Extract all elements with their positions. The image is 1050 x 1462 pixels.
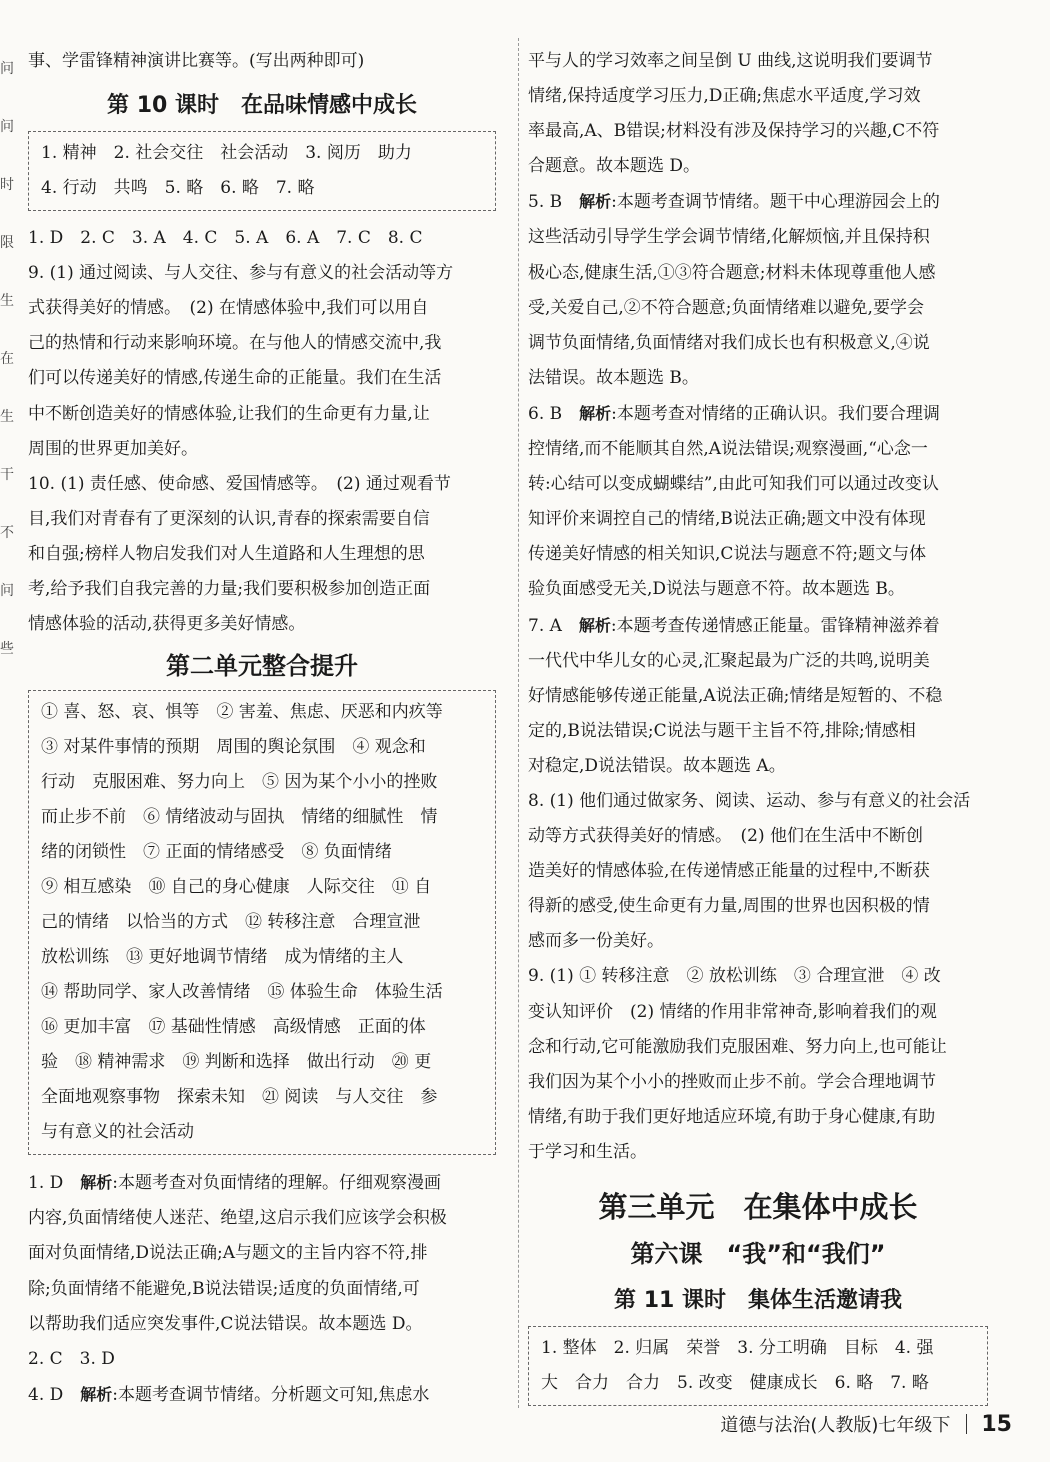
margin-char: 在 bbox=[0, 351, 14, 367]
unit2-a8 bbox=[528, 784, 988, 959]
analysis-text: :本题考查调节情绪。分析题文可知,焦虑水 bbox=[112, 1384, 430, 1405]
analysis-label: 解析 bbox=[578, 615, 611, 635]
unit2-a9 bbox=[528, 959, 988, 1170]
answer-number: 5. B bbox=[528, 192, 580, 213]
top-line: 事、学雷锋精神演讲比赛等。(写出两种即可) bbox=[28, 51, 365, 71]
unit2-title: 第二单元整合提升 bbox=[166, 652, 358, 681]
lesson11-answer-box bbox=[528, 1326, 988, 1406]
text-line: 极心态,健康生活,①③符合题意;材料未体现尊重他人感 bbox=[528, 262, 936, 283]
unit2-a4-cont bbox=[528, 44, 988, 184]
box-line: ⑨ 相互感染 ⑩ 自己的身心健康 人际交往 ⑪ 自 bbox=[41, 877, 432, 898]
margin-char: 些 bbox=[0, 641, 14, 657]
text-line: 受,关爱自己,②不符合题意;负面情绪难以避免,要学会 bbox=[528, 297, 924, 318]
text-line: 我们因为某个小小的挫败而止步不前。学会合理地调节 bbox=[528, 1071, 936, 1092]
text-line: 对稳定,D说法错误。故本题选 A。 bbox=[528, 755, 786, 776]
text-line: 10. (1) 责任感、使命感、爱国情感等。 (2) 通过观看节 bbox=[28, 473, 451, 494]
text-line: 情感体验的活动,获得更多美好情感。 bbox=[28, 614, 306, 635]
text-line: 己的热情和行动来影响环境。在与他人的情感交流中,我 bbox=[28, 333, 442, 354]
answer-number: 7. A bbox=[528, 615, 579, 636]
analysis-label: 解析 bbox=[579, 403, 612, 423]
lesson10-title: 第 10 课时 在品味情感中成长 bbox=[107, 93, 417, 119]
text-line: 式获得美好的情感。 (2) 在情感体验中,我们可以用自 bbox=[28, 298, 429, 319]
text-line: 以帮助我们适应突发事件,C说法错误。故本题选 D。 bbox=[28, 1313, 423, 1334]
lesson10-choices: 1. D 2. C 3. A 4. C 5. A 6. A 7. C 8. C bbox=[28, 228, 423, 249]
unit2-a6 bbox=[528, 396, 988, 608]
text-line: 9. (1) 通过阅读、与人交往、参与有意义的社会活动等方 bbox=[28, 263, 454, 284]
text-line: 和自强;榜样人物启发我们对人生道路和人生理想的思 bbox=[28, 543, 425, 564]
margin-char: 生 bbox=[0, 293, 14, 309]
text-line: 周围的世界更加美好。 bbox=[28, 438, 198, 459]
box-line: 大 合力 合力 5. 改变 健康成长 6. 略 7. 略 bbox=[541, 1373, 929, 1393]
analysis-label: 解析 bbox=[80, 1173, 113, 1193]
margin-char: 时 bbox=[0, 177, 14, 193]
page-number: 15 bbox=[981, 1411, 1012, 1437]
q10-answer bbox=[28, 467, 496, 642]
text-line: 一代代中华儿女的心灵,汇聚起最为广泛的共鸣,说明美 bbox=[528, 650, 930, 671]
text-line: 好情感能够传递正能量,A说法正确;情绪是短暂的、不稳 bbox=[528, 685, 943, 706]
box-line: ⑯ 更加丰富 ⑰ 基础性情感 高级情感 正面的体 bbox=[41, 1017, 426, 1038]
text-line: 们可以传递美好的情感,传递生命的正能量。我们在生活 bbox=[28, 368, 442, 389]
box-line: 1. 整体 2. 归属 荣誉 3. 分工明确 目标 4. 强 bbox=[541, 1338, 934, 1358]
analysis-text: :本题考查传递情感正能量。雷锋精神滋养着 bbox=[610, 615, 940, 636]
text-line: 法错误。故本题选 B。 bbox=[528, 367, 699, 388]
text-line: 念和行动,它可能激励我们克服困难、努力向上,也可能让 bbox=[528, 1036, 947, 1057]
page-footer bbox=[720, 1408, 1012, 1440]
left-column bbox=[28, 44, 496, 1413]
box-line: ③ 对某件事情的预期 周围的舆论氛围 ④ 观念和 bbox=[41, 737, 426, 758]
box-line: 而止步不前 ⑥ 情绪波动与固执 情绪的细腻性 情 bbox=[41, 807, 438, 828]
box-line: 行动 克服困难、努力向上 ⑤ 因为某个小小的挫败 bbox=[41, 772, 438, 793]
text-line: 情绪,保持适度学习压力,D正确;焦虑水平适度,学习效 bbox=[528, 86, 921, 107]
text-line: 这些活动引导学生学会调节情绪,化解烦恼,并且保持积 bbox=[528, 227, 930, 248]
text-line bbox=[528, 608, 988, 644]
text-line: 除;负面情绪不能避免,B说法错误;适度的负面情绪,可 bbox=[28, 1278, 420, 1299]
box-line: 4. 行动 共鸣 5. 略 6. 略 7. 略 bbox=[41, 178, 315, 199]
text-line: 于学习和生活。 bbox=[528, 1141, 647, 1162]
text-line: 定的,B说法错误;C说法与题干主旨不符,排除;情感相 bbox=[528, 720, 916, 741]
margin-strip bbox=[0, 40, 14, 1400]
text-line: 面对负面情绪,D说法正确;A与题文的主旨内容不符,排 bbox=[28, 1243, 428, 1264]
answer-number: 1. D bbox=[28, 1173, 81, 1194]
margin-char: 问 bbox=[0, 61, 14, 77]
box-line: ⑭ 帮助同学、家人改善情绪 ⑮ 体验生命 体验生活 bbox=[41, 982, 443, 1003]
right-column bbox=[528, 44, 988, 1416]
book-title: 道德与法治(人教版)七年级下 bbox=[720, 1415, 951, 1436]
unit2-a1 bbox=[28, 1165, 496, 1341]
margin-char: 生 bbox=[0, 409, 14, 425]
text-line: 调节负面情绪,负面情绪对我们成长也有积极意义,④说 bbox=[528, 332, 930, 353]
unit2-a5 bbox=[528, 184, 988, 396]
text-line: 目,我们对青春有了更深刻的认识,青春的探索需要自信 bbox=[28, 508, 430, 529]
text-line: 9. (1) ① 转移注意 ② 放松训练 ③ 合理宣泄 ④ 改 bbox=[528, 966, 941, 987]
text-line: 率最高,A、B错误;材料没有涉及保持学习的兴趣,C不符 bbox=[528, 121, 940, 142]
box-line: 己的情绪 以恰当的方式 ⑫ 转移注意 合理宣泄 bbox=[41, 912, 421, 933]
text-line: 得新的感受,使生命更有力量,周围的世界也因积极的情 bbox=[528, 896, 930, 917]
box-line: 绪的闭锁性 ⑦ 正面的情绪感受 ⑧ 负面情绪 bbox=[41, 842, 392, 863]
margin-char: 不 bbox=[0, 525, 14, 541]
text-line: 合题意。故本题选 D。 bbox=[528, 156, 701, 177]
text-line: 造美好的情感体验,在传递情感正能量的过程中,不断获 bbox=[528, 861, 930, 882]
margin-char: 限 bbox=[0, 235, 14, 251]
margin-char: 问 bbox=[0, 583, 14, 599]
unit2-a4-start bbox=[28, 1377, 496, 1413]
text-line: 转:心结可以变成蝴蝶结”,由此可知我们可以通过改变认 bbox=[528, 474, 939, 495]
text-line bbox=[528, 396, 988, 432]
analysis-text: :本题考查对情绪的正确认识。我们要合理调 bbox=[611, 403, 940, 424]
footer-divider bbox=[966, 1414, 967, 1434]
box-line: 1. 精神 2. 社会交往 社会活动 3. 阅历 助力 bbox=[41, 143, 412, 164]
analysis-text: :本题考查调节情绪。题干中心理游园会上的 bbox=[611, 192, 940, 213]
unit2-a23: 2. C 3. D bbox=[28, 1348, 115, 1369]
analysis-text: :本题考查对负面情绪的理解。仔细观察漫画 bbox=[112, 1173, 442, 1194]
text-line: 中不断创造美好的情感体验,让我们的生命更有力量,让 bbox=[28, 403, 430, 424]
text-line: 8. (1) 他们通过做家务、阅读、运动、参与有意义的社会活 bbox=[528, 790, 971, 811]
text-line: 动等方式获得美好的情感。 (2) 他们在生活中不断创 bbox=[528, 826, 923, 847]
text-line bbox=[28, 1165, 496, 1201]
text-line: 平与人的学习效率之间呈倒 U 曲线,这说明我们要调节 bbox=[528, 51, 933, 71]
analysis-label: 解析 bbox=[579, 192, 612, 212]
box-line: 放松训练 ⑬ 更好地调节情绪 成为情绪的主人 bbox=[41, 947, 404, 968]
text-line bbox=[528, 184, 988, 220]
text-line: 情绪,有助于我们更好地适应环境,有助于身心健康,有助 bbox=[528, 1106, 936, 1127]
text-line: 考,给予我们自我完善的力量;我们要积极参加创造正面 bbox=[28, 579, 431, 600]
text-line: 知评价来调控自己的情绪,B说法正确;题文中没有体现 bbox=[528, 509, 926, 530]
answer-number: 6. B bbox=[528, 403, 580, 424]
text-line: 变认知评价 (2) 情绪的作用非常神奇,影响着我们的观 bbox=[528, 1001, 937, 1022]
box-line: ① 喜、怒、哀、惧等 ② 害羞、焦虑、厌恶和内疚等 bbox=[41, 702, 443, 723]
text-line: 内容,负面情绪使人迷茫、绝望,这启示我们应该学会积极 bbox=[28, 1208, 447, 1229]
lesson10-answer-box bbox=[28, 131, 496, 211]
text-line: 控情绪,而不能顺其自然,A说法错误;观察漫画,“心念一 bbox=[528, 439, 928, 460]
text-line: 感而多一份美好。 bbox=[528, 931, 664, 952]
margin-char: 干 bbox=[0, 467, 14, 483]
analysis-label: 解析 bbox=[80, 1384, 113, 1404]
q9-answer bbox=[28, 256, 496, 467]
unit3-title: 第三单元 在集体中成长 bbox=[598, 1190, 918, 1224]
box-line: 全面地观察事物 探索未知 ㉑ 阅读 与人交往 参 bbox=[41, 1087, 438, 1108]
box-line: 验 ⑱ 精神需求 ⑲ 判断和选择 做出行动 ⑳ 更 bbox=[41, 1052, 432, 1073]
unit2-answer-box bbox=[28, 690, 496, 1155]
answer-number: 4. D bbox=[28, 1384, 81, 1405]
text-line: 传递美好情感的相关知识,C说法与题意不符;题文与体 bbox=[528, 544, 927, 565]
margin-char: 问 bbox=[0, 119, 14, 135]
unit2-a7 bbox=[528, 608, 988, 784]
lesson6-title: 第六课 “我”和“我们” bbox=[630, 1240, 886, 1268]
lesson11-title: 第 11 课时 集体生活邀请我 bbox=[614, 1288, 902, 1313]
column-divider bbox=[518, 38, 520, 1408]
text-line: 验负面感受无关,D说法与题意不符。故本题选 B。 bbox=[528, 579, 905, 600]
box-line: 与有意义的社会活动 bbox=[41, 1122, 194, 1143]
